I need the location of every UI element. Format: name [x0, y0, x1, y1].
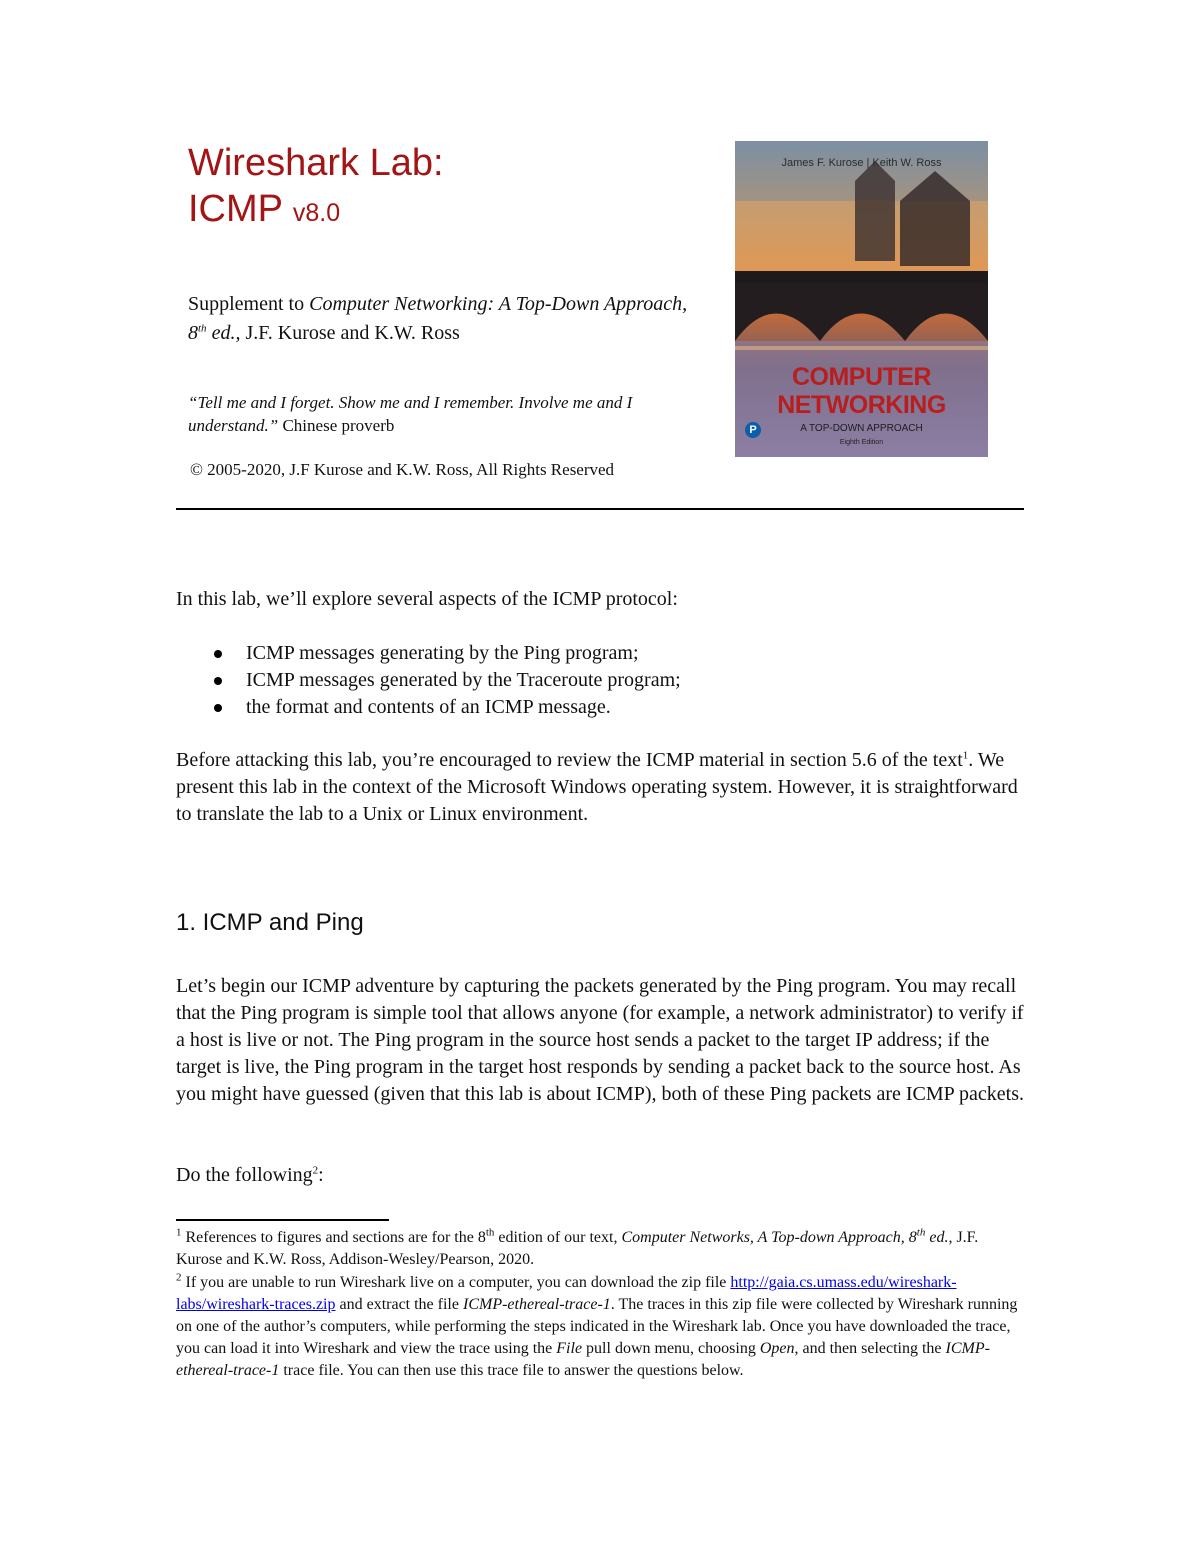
- trace-file-name: ICMP-ethereal-trace-1: [176, 1340, 990, 1379]
- footnote-text: pull down menu, choosing: [582, 1340, 760, 1357]
- footnote-divider: [176, 1219, 389, 1221]
- footnote-ref-2[interactable]: 2: [312, 1164, 319, 1177]
- topics-list: [176, 640, 681, 721]
- header-divider: [176, 508, 1024, 510]
- book-edition-sup: th: [198, 322, 207, 335]
- supplement-text: [188, 290, 708, 348]
- cover-subtitle: A TOP-DOWN APPROACH: [800, 423, 923, 434]
- section-heading: 1. ICMP and Ping: [176, 909, 364, 936]
- supplement-prefix: Supplement to: [188, 293, 310, 315]
- footnote-book-sup: th: [916, 1226, 926, 1239]
- supplement-authors: J.F. Kurose and K.W. Ross: [240, 322, 460, 344]
- bullet-icon: [214, 650, 222, 658]
- lab-title-line1: Wireshark Lab:: [188, 142, 444, 184]
- list-item-text: the format and contents of an ICMP message.: [246, 696, 611, 718]
- copyright-notice: © 2005-2020, J.F Kurose and K.W. Ross, All Rights Reserved: [190, 460, 615, 479]
- bullet-icon: [214, 677, 222, 685]
- list-item-text: ICMP messages generating by the Ping program;: [246, 642, 639, 664]
- footnote-text: If you are unable to run Wireshark live on a computer, you can download the zip file: [181, 1274, 731, 1291]
- ping-paragraph: Let’s begin our ICMP adventure by capturing the packets generated by the Ping program. You may recall that the Ping program is simple tool that allows anyone (for example, a network administrator) to verify if a host is live or not. The Ping program in the source host sends a packet to the target IP address; if the target is live, the Ping program in the target host responds by sending a packet back to the source host. As you might have guessed (given that this lab is about ICMP), both of these Ping packets are ICMP packets.: [176, 975, 1025, 1105]
- prerequisite-paragraph: [176, 747, 1036, 828]
- footnote-book-title-text: Computer Networks, A Top-down Approach, 8: [621, 1229, 917, 1246]
- footnote-book-suffix: ed.,: [925, 1229, 953, 1246]
- lab-version: v8.0: [292, 199, 341, 227]
- footnote-2: [176, 1272, 1026, 1382]
- quote-text: “Tell me and I forget. Show me and I remember. Involve me and I understand.”: [188, 393, 633, 435]
- instructions-lead: [176, 1162, 1036, 1189]
- instructions-lead-colon: :: [318, 1164, 324, 1186]
- book-cover-image: [735, 141, 988, 457]
- pearson-logo-icon: P: [745, 422, 761, 438]
- cover-title-line2: NETWORKING: [777, 391, 946, 419]
- footnote-text: edition of our text,: [494, 1229, 622, 1246]
- cover-title-line1: COMPUTER: [791, 363, 932, 391]
- footnote-text: trace file. You can then use this trace file to answer the questions below.: [279, 1362, 744, 1379]
- lab-title-line2: [188, 186, 444, 236]
- list-item: [176, 667, 681, 694]
- cover-edition: Eighth Edition: [839, 439, 884, 446]
- traces-download-link[interactable]: http://gaia.cs.umass.edu/wireshark-labs/wireshark-traces.zip: [176, 1274, 957, 1313]
- footnote-ref-1[interactable]: 1: [962, 749, 969, 762]
- open-command-name: Open: [759, 1340, 795, 1357]
- para1-text: Before attacking this lab, you’re encouraged to review the ICMP material in section 5.6 of the text: [176, 749, 963, 771]
- footnote-number: 1: [176, 1226, 182, 1239]
- proverb-quote: [188, 391, 688, 437]
- footnote-text: J.F. Kurose and K.W. Ross, Addison-Wesley/Pearson, 2020.: [176, 1229, 979, 1268]
- list-item: [176, 640, 681, 667]
- book-suffix: ed.,: [206, 322, 241, 344]
- footnote-number: 2: [176, 1271, 182, 1284]
- file-menu-name: File: [556, 1340, 583, 1357]
- footnote-sup: th: [485, 1226, 495, 1239]
- lab-title-protocol: ICMP: [188, 188, 283, 230]
- footnote-text: , and then selecting the: [794, 1340, 946, 1357]
- cover-authors: James F. Kurose | Keith W. Ross: [781, 157, 942, 169]
- para1-text-continued: . We present this lab in the context of the Microsoft Windows operating system. However, it is straightforward to translate the lab to a Unix or Linux environment.: [176, 749, 1018, 825]
- list-item-text: ICMP messages generated by the Traceroute program;: [246, 669, 681, 691]
- footnote-text: and extract the file: [335, 1296, 463, 1313]
- book-title: Computer Networking: A Top-Down Approach, 8: [188, 293, 688, 344]
- quote-attribution: Chinese proverb: [278, 416, 395, 435]
- intro-paragraph: In this lab, we’ll explore several aspects of the ICMP protocol:: [176, 588, 678, 610]
- footnote-book-title: [621, 1226, 953, 1246]
- bullet-icon: [214, 704, 222, 712]
- trace-file-name: ICMP-ethereal-trace-1: [462, 1296, 611, 1313]
- footnote-text: References to figures and sections are for the 8: [181, 1229, 486, 1246]
- lab-title: [188, 140, 444, 236]
- list-item: [176, 694, 681, 721]
- instructions-lead-text: Do the following: [176, 1164, 313, 1186]
- footnote-1: [176, 1227, 1026, 1271]
- footnote-text: . The traces in this zip file were collected by Wireshark running on one of the author’s computers, while performing the steps indicated in the Wireshark lab. Once you have downloaded the trace, you can load it into Wireshark and view the trace using the: [176, 1296, 1018, 1357]
